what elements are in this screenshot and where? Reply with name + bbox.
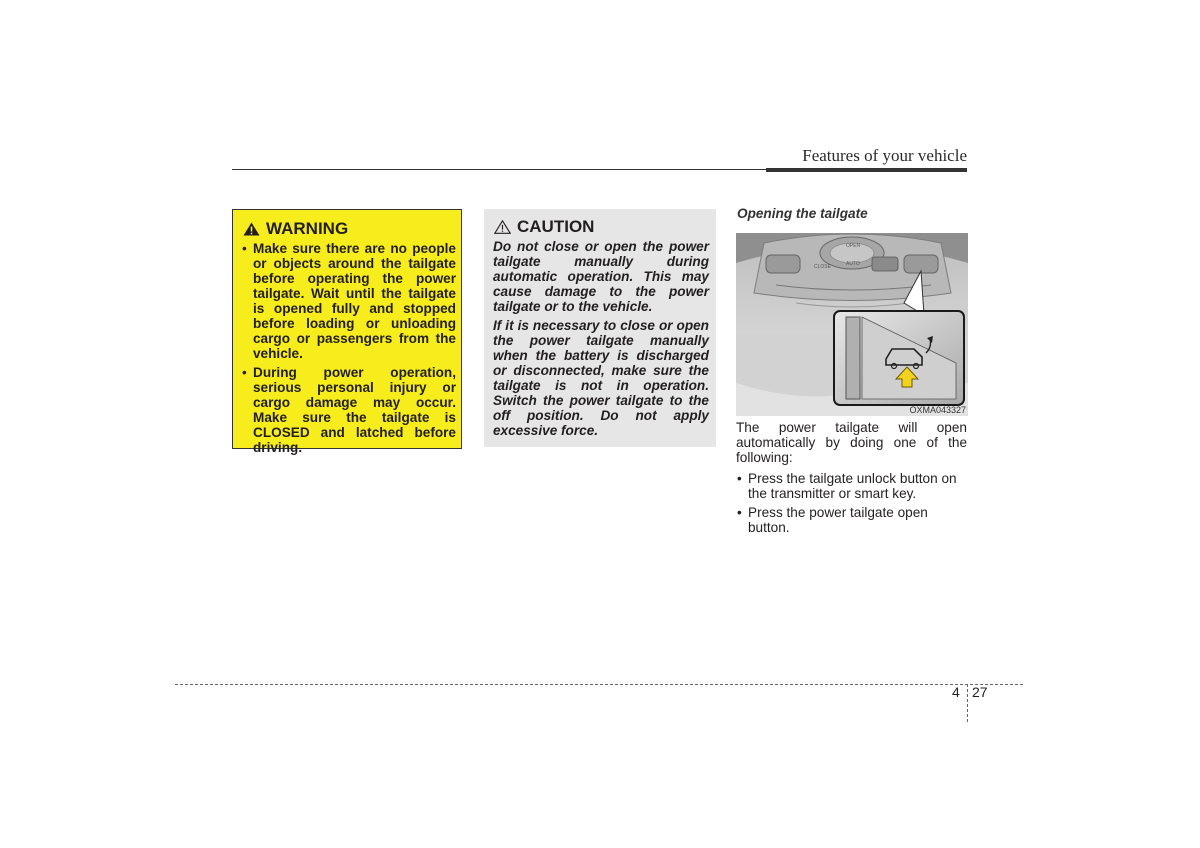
- warning-title-text: WARNING: [266, 219, 349, 238]
- warning-box: [232, 209, 462, 455]
- warning-list: [241, 241, 456, 459]
- chapter-number: 4: [952, 684, 960, 700]
- page-header-title: Features of your vehicle: [802, 146, 967, 165]
- caution-triangle-icon: [494, 220, 511, 234]
- warning-title: [243, 219, 348, 239]
- tailgate-button-figure: [736, 233, 968, 416]
- figure-code: OXMA043327: [909, 405, 966, 415]
- caution-paragraph: Do not close or open the power tailgate manually during automatic operation. This may cause damage to the power tailgate or to the vehicle.: [493, 239, 709, 314]
- caution-title: [494, 217, 594, 237]
- warning-item: • During power operation, serious personal injury or cargo damage may occur. Make sure the tailgate is CLOSED and latched before driving.: [241, 365, 456, 455]
- figure-open-label: OPEN: [846, 243, 861, 249]
- tailgate-button-illustration: [736, 233, 968, 416]
- section-bullets: [736, 471, 967, 539]
- section-bullet: • Press the power tailgate open button.: [736, 505, 967, 535]
- section-intro: The power tailgate will open automatically by doing one of the following:: [736, 420, 967, 465]
- caution-paragraph: If it is necessary to close or open the power tailgate manually when the battery is discharged or disconnected, make sure the tailgate is not in operation. Switch the power tailgate to the off position. Do not apply excessive force.: [493, 318, 709, 438]
- page-number: 27: [972, 684, 988, 700]
- warning-triangle-icon: [243, 222, 260, 236]
- footer-divider: [967, 684, 968, 722]
- figure-auto-label: AUTO: [846, 261, 860, 267]
- header-rule-accent: [766, 168, 967, 172]
- section-heading: Opening the tailgate: [737, 206, 868, 221]
- figure-close-label: CLOSE: [814, 264, 831, 270]
- caution-box: [484, 209, 716, 447]
- caution-title-text: CAUTION: [517, 217, 595, 236]
- warning-item: • Make sure there are no people or objects around the tailgate before operating the power tailgate. Wait until the tailgate is opened fully and stopped before loading or unloading cargo or passengers from the vehicle.: [241, 241, 456, 361]
- section-bullet: • Press the tailgate unlock button on the transmitter or smart key.: [736, 471, 967, 501]
- footer-rule: [175, 684, 1023, 685]
